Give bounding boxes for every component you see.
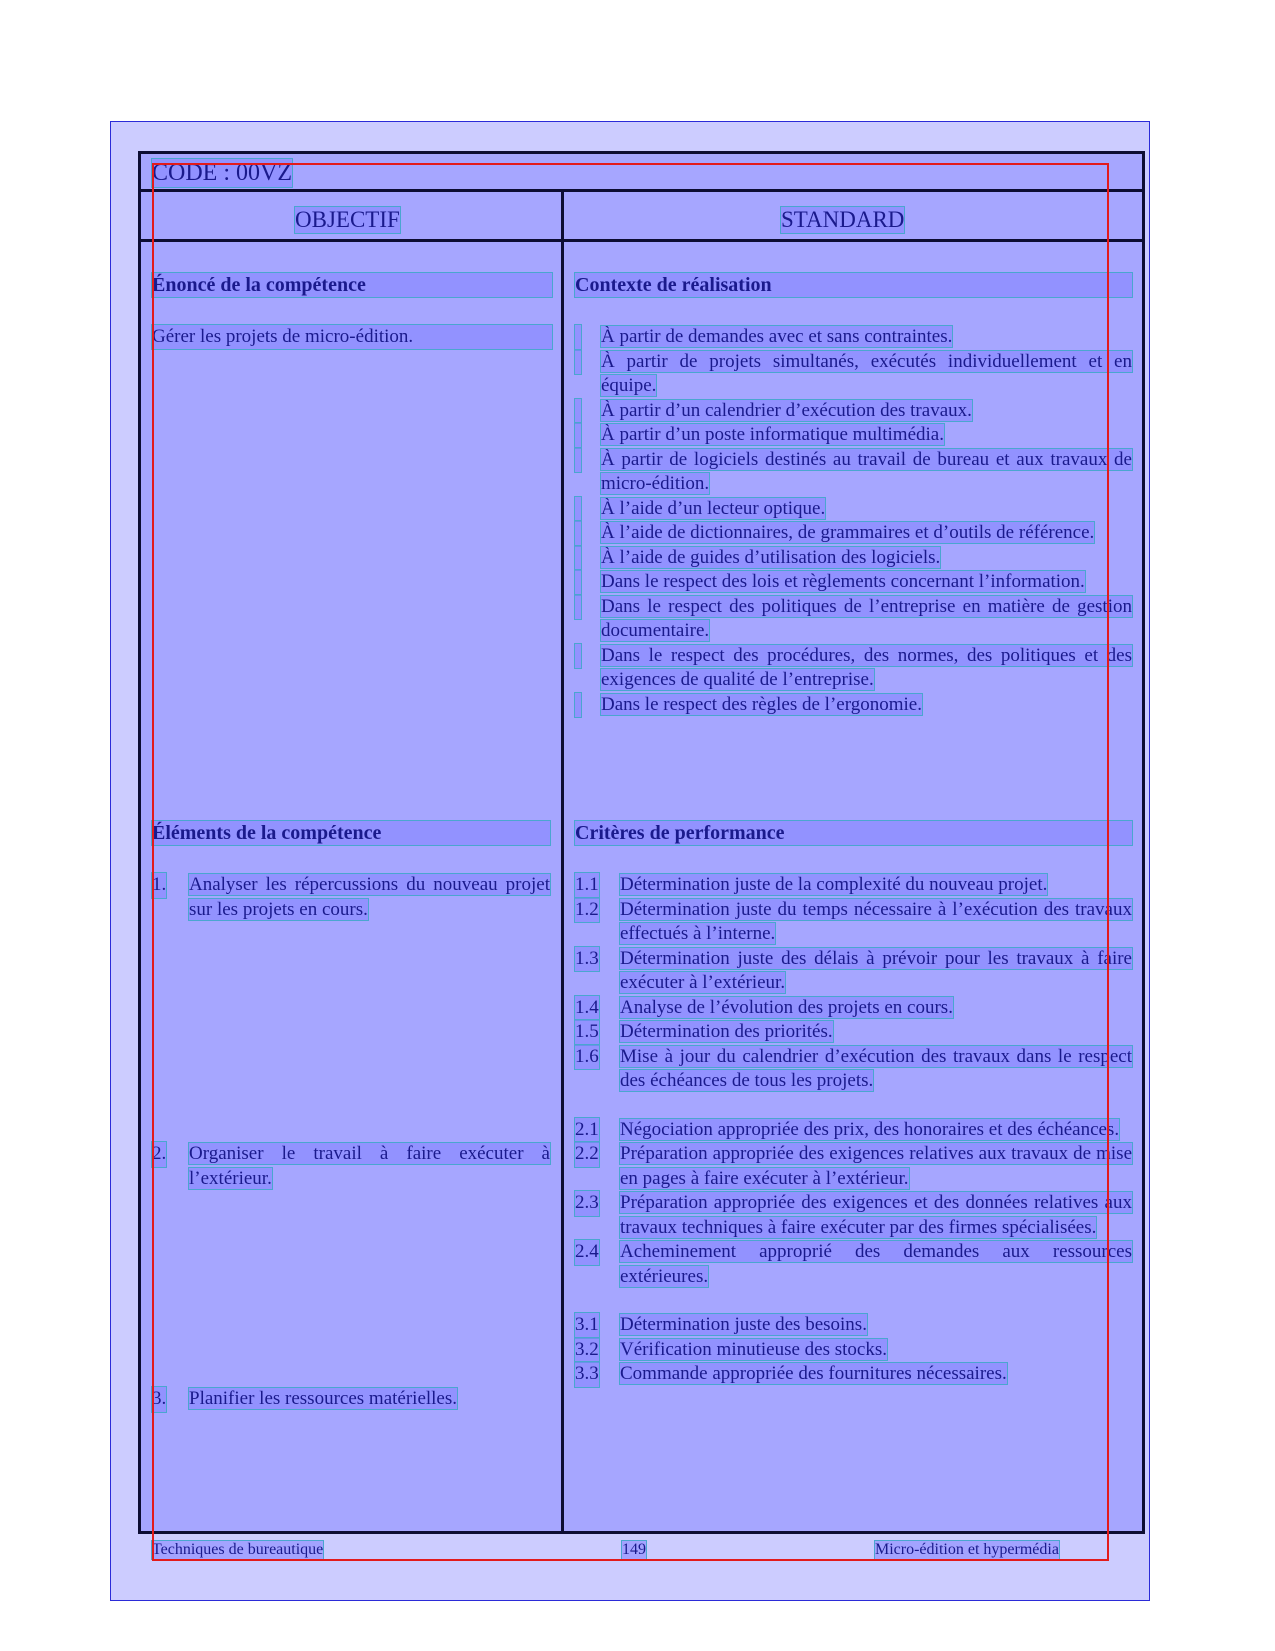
critere-item xyxy=(575,1338,1132,1363)
contexte-text: À partir de logiciels destinés au travail de bureau et aux travaux de micro-édition. xyxy=(601,448,1132,494)
divider-header xyxy=(138,239,1145,242)
contexte-item xyxy=(575,497,1132,522)
element-item xyxy=(152,1142,550,1191)
contexte-item xyxy=(575,350,1132,399)
element-item xyxy=(152,873,550,922)
contexte-text: Dans le respect des lois et règlements concernant l’information. xyxy=(601,571,1085,592)
contexte-section xyxy=(575,273,1132,717)
bullet-marker xyxy=(575,423,581,448)
critere-number: 3.3 xyxy=(575,1362,599,1387)
bullet-marker xyxy=(575,399,581,424)
page-number: 149 xyxy=(622,1541,646,1558)
header-objectif: OBJECTIF xyxy=(295,207,400,232)
element-text: Organiser le travail à faire exécuter à l’extérieur. xyxy=(189,1143,550,1189)
critere-text: Négociation appropriée des prix, des honoraires et des échéances. xyxy=(620,1118,1120,1140)
header-standard: STANDARD xyxy=(781,207,905,232)
critere-text: Préparation appropriée des exigences relatives aux travaux de mise en pages à faire exécuter à l’extérieur. xyxy=(620,1143,1132,1189)
critere-item xyxy=(575,1118,1132,1143)
critere-number: 3.2 xyxy=(575,1338,599,1363)
bullet-marker xyxy=(575,448,581,473)
critere-item xyxy=(575,947,1132,996)
bullet-marker xyxy=(575,521,581,546)
element-number: 2. xyxy=(152,1142,166,1167)
criteres-group-1 xyxy=(575,873,1132,1094)
critere-text: Détermination juste de la complexité du nouveau projet. xyxy=(620,874,1048,895)
enonce-section xyxy=(152,273,552,349)
critere-number: 1.2 xyxy=(575,898,599,923)
critere-number: 2.1 xyxy=(575,1118,599,1143)
criteres-group-2 xyxy=(575,1118,1132,1290)
critere-item xyxy=(575,1362,1132,1387)
critere-text: Vérification minutieuse des stocks. xyxy=(620,1338,887,1360)
criteres-title: Critères de performance xyxy=(575,821,1132,845)
footer-right: Micro-édition et hypermédia xyxy=(875,1541,1059,1558)
critere-number: 1.5 xyxy=(575,1020,599,1045)
enonce-text: Gérer les projets de micro-édition. xyxy=(152,325,552,349)
contexte-item xyxy=(575,595,1132,644)
critere-text: Détermination juste du temps nécessaire à l’exécution des travaux effectués à l’interne. xyxy=(620,898,1132,944)
contexte-item xyxy=(575,570,1132,595)
element-number: 3. xyxy=(152,1387,166,1412)
critere-text: Détermination des priorités. xyxy=(620,1021,833,1042)
bullet-marker xyxy=(575,546,581,571)
critere-text: Mise à jour du calendrier d’exécution des travaux dans le respect des échéances de tous les projets. xyxy=(620,1045,1132,1091)
critere-item xyxy=(575,1191,1132,1240)
bullet-marker xyxy=(575,497,581,522)
critere-item xyxy=(575,1240,1132,1289)
critere-item xyxy=(575,1045,1132,1094)
critere-text: Acheminement approprié des demandes aux ressources extérieures. xyxy=(620,1241,1132,1287)
competence-code: CODE : 00VZ xyxy=(152,160,292,186)
contexte-item xyxy=(575,521,1132,546)
contexte-item xyxy=(575,693,1132,718)
contexte-item xyxy=(575,325,1132,350)
contexte-item xyxy=(575,399,1132,424)
contexte-text: À partir de projets simultanés, exécutés individuellement et en équipe. xyxy=(601,350,1132,396)
contexte-text: Dans le respect des politiques de l’entreprise en matière de gestion documentaire. xyxy=(601,595,1132,641)
elements-title: Éléments de la compétence xyxy=(152,821,550,845)
element-text: Planifier les ressources matérielles. xyxy=(189,1388,458,1409)
contexte-text: À l’aide de dictionnaires, de grammaires et d’outils de référence. xyxy=(601,522,1095,543)
contexte-text: Dans le respect des règles de l’ergonomie. xyxy=(601,693,922,715)
elements-section xyxy=(152,821,550,1412)
critere-number: 1.3 xyxy=(575,947,599,972)
footer-left: Techniques de bureautique xyxy=(152,1541,324,1558)
contexte-text: À partir de demandes avec et sans contraintes. xyxy=(601,326,953,347)
critere-item xyxy=(575,1142,1132,1191)
critere-text: Commande appropriée des fournitures nécessaires. xyxy=(620,1363,1007,1384)
contexte-list xyxy=(575,325,1132,717)
criteres-group-3 xyxy=(575,1313,1132,1387)
contexte-item xyxy=(575,423,1132,448)
contexte-item xyxy=(575,448,1132,497)
critere-number: 1.6 xyxy=(575,1045,599,1070)
critere-item xyxy=(575,898,1132,947)
critere-text: Analyse de l’évolution des projets en cours. xyxy=(620,996,953,1018)
critere-number: 1.1 xyxy=(575,873,599,898)
critere-number: 2.3 xyxy=(575,1191,599,1216)
bullet-marker xyxy=(575,595,581,620)
element-number: 1. xyxy=(152,873,166,898)
criteres-section xyxy=(575,821,1132,1387)
element-item xyxy=(152,1387,550,1412)
critere-text: Préparation appropriée des exigences et des données relatives aux travaux techniques à faire exécuter par des firmes spécialisées. xyxy=(620,1192,1132,1238)
critere-item xyxy=(575,996,1132,1021)
critere-item xyxy=(575,1313,1132,1338)
contexte-item xyxy=(575,644,1132,693)
critere-number: 2.4 xyxy=(575,1240,599,1265)
contexte-text: À l’aide d’un lecteur optique. xyxy=(601,497,826,519)
bullet-marker xyxy=(575,644,581,669)
bullet-marker xyxy=(575,570,581,595)
contexte-item xyxy=(575,546,1132,571)
contexte-text: À l’aide de guides d’utilisation des logiciels. xyxy=(601,546,941,568)
critere-number: 2.2 xyxy=(575,1142,599,1167)
element-text: Analyser les répercussions du nouveau projet sur les projets en cours. xyxy=(189,874,550,920)
divider-code xyxy=(138,189,1145,192)
bullet-marker xyxy=(575,350,581,375)
critere-item xyxy=(575,873,1132,898)
enonce-title: Énoncé de la compétence xyxy=(152,273,552,297)
critere-number: 1.4 xyxy=(575,996,599,1021)
contexte-text: À partir d’un calendrier d’exécution des travaux. xyxy=(601,399,972,421)
critere-item xyxy=(575,1020,1132,1045)
critere-number: 3.1 xyxy=(575,1313,599,1338)
contexte-text: Dans le respect des procédures, des normes, des politiques et des exigences de qualité de l’entreprise. xyxy=(601,644,1132,690)
bullet-marker xyxy=(575,693,581,718)
critere-text: Détermination juste des délais à prévoir pour les travaux à faire exécuter à l’extérieur. xyxy=(620,947,1132,993)
contexte-title: Contexte de réalisation xyxy=(575,273,1132,297)
column-divider xyxy=(561,192,564,1534)
bullet-marker xyxy=(575,325,581,350)
contexte-text: À partir d’un poste informatique multimédia. xyxy=(601,424,944,445)
critere-text: Détermination juste des besoins. xyxy=(620,1314,867,1335)
